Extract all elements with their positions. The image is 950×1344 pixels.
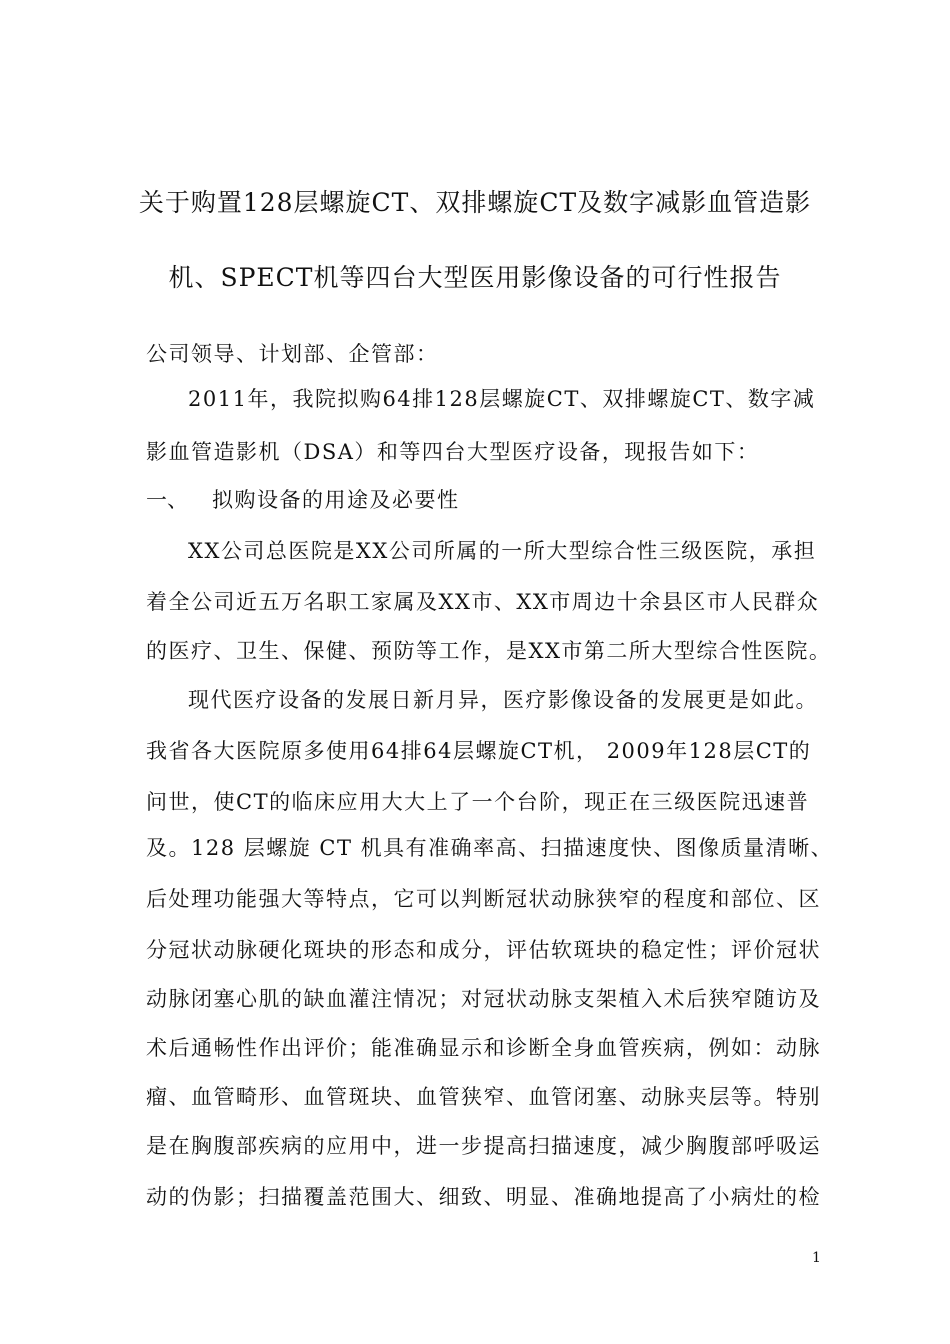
para1-line-3: 的医疗、卫生、保健、预防等工作，是XX市第二所大型综合性医院。	[146, 639, 832, 663]
document-title-line-1: 关于购置128层螺旋CT、双排螺旋CT及数字减影血管造影	[138, 188, 812, 217]
para2-line-7: 动脉闭塞心肌的缺血灌注情况；对冠状动脉支架植入术后狭窄随访及	[146, 987, 821, 1011]
para2-line-1: 现代医疗设备的发展日新月异，医疗影像设备的发展更是如此。	[188, 688, 818, 712]
para2-line-2: 我省各大医院原多使用64排64层螺旋CT机， 2009年128层CT的	[146, 739, 812, 763]
para1-line-1: XX公司总医院是XX公司所属的一所大型综合性三级医院，承担	[188, 539, 817, 563]
para2-line-8: 术后通畅性作出评价；能准确显示和诊断全身血管疾病，例如：动脉	[146, 1036, 821, 1060]
para2-line-10: 是在胸腹部疾病的应用中，进一步提高扫描速度，减少胸腹部呼吸运	[146, 1134, 821, 1158]
salutation: 公司领导、计划部、企管部：	[146, 342, 439, 366]
para2-line-11: 动的伪影；扫描覆盖范围大、细致、明显、准确地提高了小病灶的检	[146, 1185, 821, 1209]
para2-line-9: 瘤、血管畸形、血管斑块、血管狭窄、血管闭塞、动脉夹层等。特别	[146, 1085, 821, 1109]
section-1-title: 拟购设备的用途及必要性	[212, 488, 460, 512]
para2-line-5: 后处理功能强大等特点，它可以判断冠状动脉狭窄的程度和部位、区	[146, 887, 821, 911]
page-number: 1	[812, 1250, 821, 1266]
para2-line-3: 问世，使CT的临床应用大大上了一个台阶，现正在三级医院迅速普	[146, 790, 810, 814]
intro-line-1: 2011年，我院拟购64排128层螺旋CT、双排螺旋CT、数字减	[188, 387, 816, 411]
para1-line-2: 着全公司近五万名职工家属及XX市、XX市周边十余县区市人民群众	[146, 590, 820, 614]
section-1-number: 一、	[146, 488, 188, 512]
para2-line-6: 分冠状动脉硬化斑块的形态和成分，评估软斑块的稳定性；评价冠状	[146, 938, 821, 962]
intro-line-2: 影血管造影机（DSA）和等四台大型医疗设备，现报告如下：	[146, 440, 760, 464]
document-title-line-2: 机、SPECT机等四台大型医用影像设备的可行性报告	[168, 263, 782, 292]
para2-line-4: 及。128 层螺旋 CT 机具有准确率高、扫描速度快、图像质量清晰、	[146, 836, 834, 860]
